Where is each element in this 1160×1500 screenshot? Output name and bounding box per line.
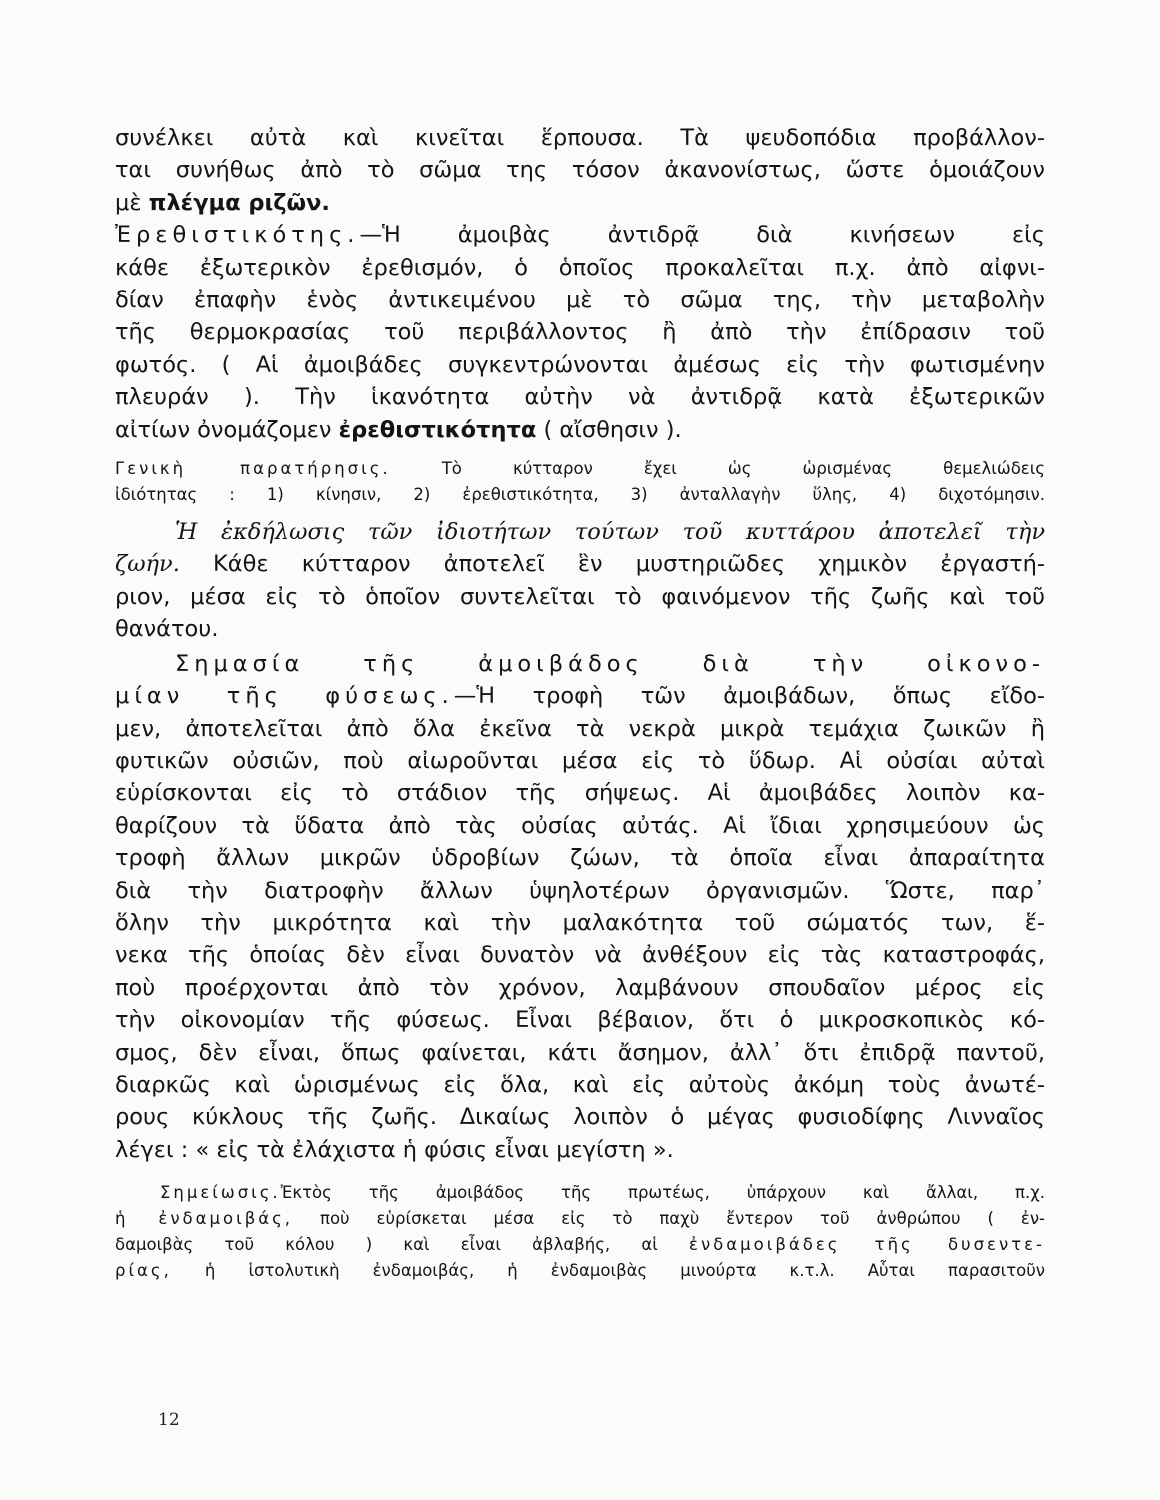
text-line: μίαν τῆς φύσεως.—Ἡ τροφὴ τῶν ἀμοιβάδων, ὅπως εἴδο- [115, 683, 1045, 710]
text-line: δαμοιβὰς τοῦ κόλου ) καὶ εἶναι ἀβλαβής, αἱ ἐνδαμοιβάδες τῆς δυσεντε- [115, 1235, 1045, 1255]
text-line: λέγει : « εἰς τὰ ἐλάχιστα ἡ φύσις εἶναι μεγίστη ». [115, 1136, 674, 1163]
text-line: αἰτίων ὀνομάζομεν ἐρεθιστικότητα ( αἴσθησιν ). [115, 416, 682, 443]
text-line: πλευράν ). Τὴν ἱκανότητα αὐτὴν νὰ ἀντιδρᾷ κατὰ ἐξωτερικῶν [115, 384, 1045, 411]
text-line: ποὺ προέρχονται ἀπὸ τὸν χρόνον, λαμβάνουν σπουδαῖον μέρος εἰς [115, 974, 1045, 1001]
text-line: διὰ τὴν διατροφὴν ἄλλων ὑψηλοτέρων ὀργανισμῶν. Ὥστε, παρ᾽ [115, 877, 1045, 904]
text-line: θανάτου. [115, 616, 219, 643]
text-line: ρους κύκλους τῆς ζωῆς. Δικαίως λοιπὸν ὁ μέγας φυσιοδίφης Λινναῖος [115, 1104, 1045, 1131]
page-content [115, 122, 1045, 1284]
text-line: διαρκῶς καὶ ὡρισμένως εἰς ὅλα, καὶ εἰς αὐτοὺς ἀκόμη τοὺς ἀνωτέ- [115, 1071, 1045, 1098]
paragraph-economy-of-nature [115, 648, 1045, 1167]
text-line: δίαν ἐπαφὴν ἑνὸς ἀντικειμένου μὲ τὸ σῶμα της, τὴν μεταβολὴν [115, 287, 1045, 314]
text-line: τὴν οἰκονομίαν τῆς φύσεως. Εἶναι βέβαιον, ὅτι ὁ μικροσκοπικὸς κό- [115, 1007, 1045, 1034]
page-number: 12 [158, 1410, 180, 1430]
text-line: Ἐρεθιστικότης.—Ἡ ἀμοιβὰς ἀντιδρᾷ διὰ κινήσεων εἰς [115, 222, 1045, 249]
text-line: εὑρίσκονται εἰς τὸ στάδιον τῆς σήψεως. Αἱ ἀμοιβάδες λοιπὸν κα- [115, 780, 1045, 807]
text-line: μεν, ἀποτελεῖται ἀπὸ ὅλα ἐκεῖνα τὰ νεκρὰ μικρὰ τεμάχια ζωικῶν ἢ [115, 715, 1045, 742]
text-line: ρίας, ἡ ἱστολυτικὴ ἐνδαμοιβάς, ἡ ἐνδαμοιβὰς μινούρτα κ.τ.λ. Αὗται παρασιτοῦν [115, 1261, 1045, 1281]
text-line: ριον, μέσα εἰς τὸ ὁποῖον συντελεῖται τὸ φαινόμενον τῆς ζωῆς καὶ τοῦ [115, 583, 1045, 610]
spaced-heading: μίαν τῆς φύσεως. [115, 683, 454, 710]
text-line: τῆς θερμοκρασίας τοῦ περιβάλλοντος ἢ ἀπὸ τὴν ἐπίδρασιν τοῦ [115, 319, 1045, 346]
paragraph-life [115, 516, 1045, 646]
general-note [115, 456, 1045, 508]
text-line: κάθε ἐξωτερικὸν ἐρεθισμόν, ὁ ὁποῖος προκαλεῖται π.χ. ἀπὸ αἰφνι- [115, 254, 1045, 281]
text-line: φυτικῶν οὐσιῶν, ποὺ αἰωροῦνται μέσα εἰς τὸ ὕδωρ. Αἱ οὐσίαι αὐταὶ [115, 747, 1045, 774]
paragraph-pseudopodia [115, 122, 1045, 219]
paragraph-irritability [115, 219, 1045, 446]
spaced-term: ρίας, [115, 1261, 172, 1281]
text-line: ὅλην τὴν μικρότητα καὶ τὴν μαλακότητα τοῦ σώματός των, ἕ- [115, 909, 1045, 936]
text-line: μὲ πλέγμα ριζῶν. [115, 189, 330, 216]
body-text [115, 122, 1045, 446]
text-line: ἰδιότητας : 1) κίνησιν, 2) ἐρεθιστικότητα, 3) ἀνταλλαγὴν ὕλης, 4) διχοτόμησιν. [115, 485, 1045, 505]
text-line: Ἡ ἐκδήλωσις τῶν ἰδιοτήτων τούτων τοῦ κυττάρου ἀποτελεῖ τὴν [175, 519, 1045, 546]
spaced-term: ἐνδαμοιβάδες τῆς δυσεντε- [689, 1235, 1045, 1255]
text-line: Σημείωσις.Ἐκτὸς τῆς ἀμοιβάδος τῆς πρωτέως, ὑπάρχουν καὶ ἄλλαι, π.χ. [160, 1183, 1045, 1203]
text-line: συνέλκει αὐτὰ καὶ κινεῖται ἕρπουσα. Τὰ ψευδοπόδια προβάλλον- [115, 125, 1045, 151]
text-line: φωτός. ( Αἱ ἀμοιβάδες συγκεντρώνονται ἀμέσως εἰς τὴν φωτισμένην [115, 351, 1045, 378]
text-line: ζωήν. Κάθε κύτταρον ἀποτελεῖ ἓν μυστηριῶδες χημικὸν ἐργαστή- [115, 551, 1045, 578]
text-line: ται συνήθως ἀπὸ τὸ σῶμα της τόσον ἀκανονίστως, ὥστε ὁμοιάζουν [115, 157, 1045, 184]
italic-text: ζωήν. [115, 551, 180, 578]
text-line: ἡ ἐνδαμοιβάς, ποὺ εὑρίσκεται μέσα εἰς τὸ παχὺ ἔντερον τοῦ ἀνθρώπου ( ἐν- [115, 1209, 1045, 1229]
bold-term: ἐρεθιστικότητα [338, 416, 537, 443]
text-line: Γενικὴ παρατήρησις. Τὸ κύτταρον ἔχει ὡς ὡρισμένας θεμελιώδεις [115, 459, 1045, 479]
footnote [115, 1180, 1045, 1284]
text-line: σμος, δὲν εἶναι, ὅπως φαίνεται, κάτι ἄσημον, ἀλλ᾽ ὅτι ἐπιδρᾷ παντοῦ, [115, 1039, 1045, 1066]
text-line: τροφὴ ἄλλων μικρῶν ὑδροβίων ζώων, τὰ ὁποῖα εἶναι ἀπαραίτητα [115, 845, 1045, 872]
spaced-term: ἡ ἐνδαμοιβάς, [115, 1209, 294, 1229]
spaced-heading: Γενικὴ παρατήρησις. [115, 459, 391, 479]
spaced-heading: Ἐρεθιστικότης. [115, 222, 360, 249]
spaced-heading: Σημασία τῆς ἀμοιβάδος διὰ τὴν οἰκονο- [175, 650, 1045, 677]
body-text [115, 516, 1045, 1166]
text-line: θαρίζουν τὰ ὕδατα ἀπὸ τὰς οὐσίας αὐτάς. Αἱ ἴδιαι χρησιμεύουν ὡς [115, 812, 1045, 839]
text-line: νεκα τῆς ὁποίας δὲν εἶναι δυνατὸν νὰ ἀνθέξουν εἰς τὰς καταστροφάς, [115, 942, 1045, 969]
bold-term: πλέγμα ριζῶν. [148, 189, 330, 216]
spaced-heading: Σημείωσις. [160, 1183, 281, 1203]
